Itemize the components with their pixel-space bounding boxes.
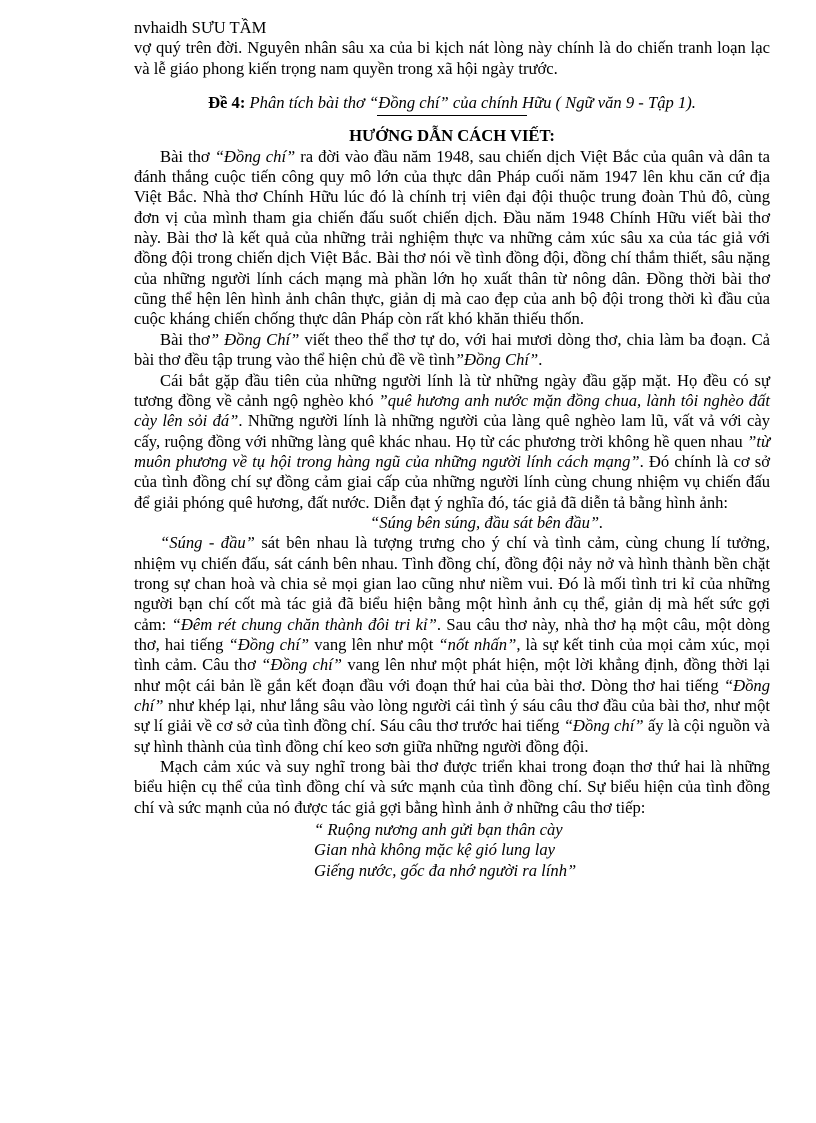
- essay-title: [134, 93, 770, 113]
- p1-text-c: ra đời vào đầu năm 1948, sau chiến dịch Việt Bắc của quân và dân ta đánh thắng cuộc tiến công quy mô lớn của thực dân Pháp cuối năm 1947 lên khu căn cứ địa Việt Bắc. Nhà thơ Chính Hữu lúc đó là chính trị viên đại đội thuộc trung đoàn Thủ đô, cùng đơn vị của mình tham gia chiến đấu suốt chiến dịch. Đầu năm 1948 Chính Hữu viết bài thơ này. Bài thơ là kết quả của những trải nghiệm thực va những cảm xúc sâu xa của tác giả với đồng đội trong chiến dịch Việt Bắc. Bài thơ nói về tình đồng đội, đồng chí thắm thiết, sâu nặng của những người lính cách mạng mà phần lớn họ xuất thân từ nông dân. Đồng thời bài thơ cũng thể hện lên hình ảnh chân thực, giản dị mà cao đẹp của anh bộ đội trong thời kì đầu của cuộc kháng chiến chống thực dân Pháp còn rất khó khăn thiếu thốn.: [134, 146, 770, 329]
- p4-quote-i: “Đồng chí”: [261, 655, 343, 675]
- p3-text-a: Cái bắt gặp đầu tiên của những người lính là từ những ngày đầu gặp mặt. Họ đều có sự tương đồng về cảnh ngộ nghèo khó: [134, 370, 770, 410]
- p4-quote-c: “Đêm rét chung chăn thành đôi tri kỉ”: [171, 614, 437, 634]
- p4-text-h: , là sự kết tinh của mọi cảm xúc, mọi tình cảm. Câu thơ: [134, 634, 770, 675]
- intro-paragraph: vợ quý trên đời. Nguyên nhân sâu xa của bi kịch nát lòng này chính là do chiến tranh loạn lạc và lễ giáo phong kiến trọng nam quyền trong xã hội ngày trước.: [134, 38, 770, 78]
- document-body: [134, 18, 770, 881]
- p2-text-e: .: [538, 350, 543, 370]
- p3-quote-2: ”từ muôn phương về tụ hội trong hàng ngũ của những người lính cách mạng”: [134, 431, 770, 471]
- p3-quote-1: ”quê hương anh nước mặn đồng chua, lành tôi nghèo đất cày lên sỏi đá”: [134, 390, 770, 431]
- page-header: nvhaidh SƯU TẦM: [134, 18, 267, 37]
- p1-quote: “Đồng chí”: [214, 146, 296, 166]
- p2-quote-1: ” Đồng Chí”: [209, 329, 300, 349]
- p4-quote-m: “Đồng chí”: [563, 716, 644, 736]
- section-heading: HƯỚNG DẪN CÁCH VIẾT:: [349, 126, 555, 146]
- p2-text-a: Bài thơ: [160, 329, 210, 349]
- p4-quote-e: “Đồng chí”: [228, 634, 310, 654]
- poem-line: Giếng nước, gốc đa nhớ người ra lính”: [314, 860, 577, 880]
- paragraph-5: Mạch cảm xúc và suy nghĩ trong bài thơ được triển khai trong đoạn thơ thứ hai là những biểu hiện cụ thể của tình đồng chí và sức mạnh của tình đồng chí. Sự biểu hiện của tình đồng chí và sức mạnh của nó được tác giả gợi bằng hình ảnh ở những câu thơ tiếp:: [134, 757, 770, 817]
- p2-text-c: viết theo thể thơ tự do, với hai mươi dòng thơ, chia làm ba đoạn. Cả bài thơ đều tập trung vào thể hiện chủ đề về tình: [134, 329, 770, 370]
- p3-text-c: . Những người lính là những người của làng quê nghèo lam lũ, vất vả với cày cấy, ruộng đồng với những làng quê khác nhau. Họ từ các phương trời không hề quen nhau: [134, 411, 770, 451]
- p4-quote-g: “nốt nhấn”: [438, 634, 517, 654]
- p4-quote-a: “Súng - đầu”: [160, 533, 255, 553]
- p4-quote-k: “Đồng chí”: [134, 675, 770, 715]
- title-underline: [377, 115, 527, 116]
- p4-text-d: . Sau câu thơ này, nhà thơ hạ một câu, một dòng thơ, hai tiếng: [134, 614, 770, 654]
- p4-text-j: vang lên như một phát hiện, một lời khẳng định, đồng thời lại như một cái bản lề gắn kết đoạn đầu với đoạn thứ hai của bài thơ. Dòng thơ hai tiếng: [134, 655, 770, 695]
- essay-prompt: Phân tích bài thơ “Đồng chí” của chính Hữu ( Ngữ văn 9 - Tập 1).: [245, 93, 696, 113]
- paragraph-1: [134, 147, 770, 330]
- p4-text-n: ấy là cội nguồn và sự hình thành của tình đồng chí keo sơn giữa những người đồng đội.: [134, 716, 770, 756]
- poem-stanza: [134, 820, 770, 881]
- p1-text-a: Bài thơ: [160, 146, 215, 166]
- p2-quote-2: ”Đồng Chí”: [454, 350, 539, 370]
- poem-line: “ Ruộng nương anh gửi bạn thân cày: [314, 820, 563, 840]
- paragraph-2: [134, 330, 770, 371]
- p4-text-b: sát bên nhau là tượng trưng cho ý chí và tình cảm, cùng chung lí tưởng, nhiệm vụ chiến đấu, sát cánh bên nhau. Tình đồng chí, đồng đội nảy nở và hình thành bền chặt trong sự chan hoà và chia sẻ mọi gian lao cũng như niềm vui. Đó là mối tình tri kỉ của những người bạn chí cốt mà tác giả đã biểu hiện bằng một hình ảnh cụ thể, giản dị mà hết sức gợi cảm:: [134, 533, 771, 634]
- p4-text-l: như khép lại, như lắng sâu vào lòng người cái tình ý sáu câu thơ đầu của bài thơ, như một sự lí giải về cơ sở của tình đồng chí. Sáu câu thơ trước hai tiếng: [134, 696, 770, 736]
- poem-line: Gian nhà không mặc kệ gió lung lay: [314, 840, 556, 860]
- paragraph-3: [134, 371, 770, 513]
- p4-text-f: vang lên như một: [309, 634, 439, 654]
- paragraph-4: [134, 533, 770, 757]
- p3-text-e: . Đó chính là cơ sở của tình đồng chí sự đồng cảm giai cấp của những người lính cùng chung nhiệm vụ chiến đấu để giải phóng quê hương, đất nước. Diễn đạt ý nghĩa đó, tác giả đã diễn tả bằng hình ảnh:: [134, 451, 770, 512]
- essay-number: Đề 4:: [208, 93, 246, 113]
- verse-quote: “Súng bên súng, đầu sát bên đầu”.: [370, 512, 604, 532]
